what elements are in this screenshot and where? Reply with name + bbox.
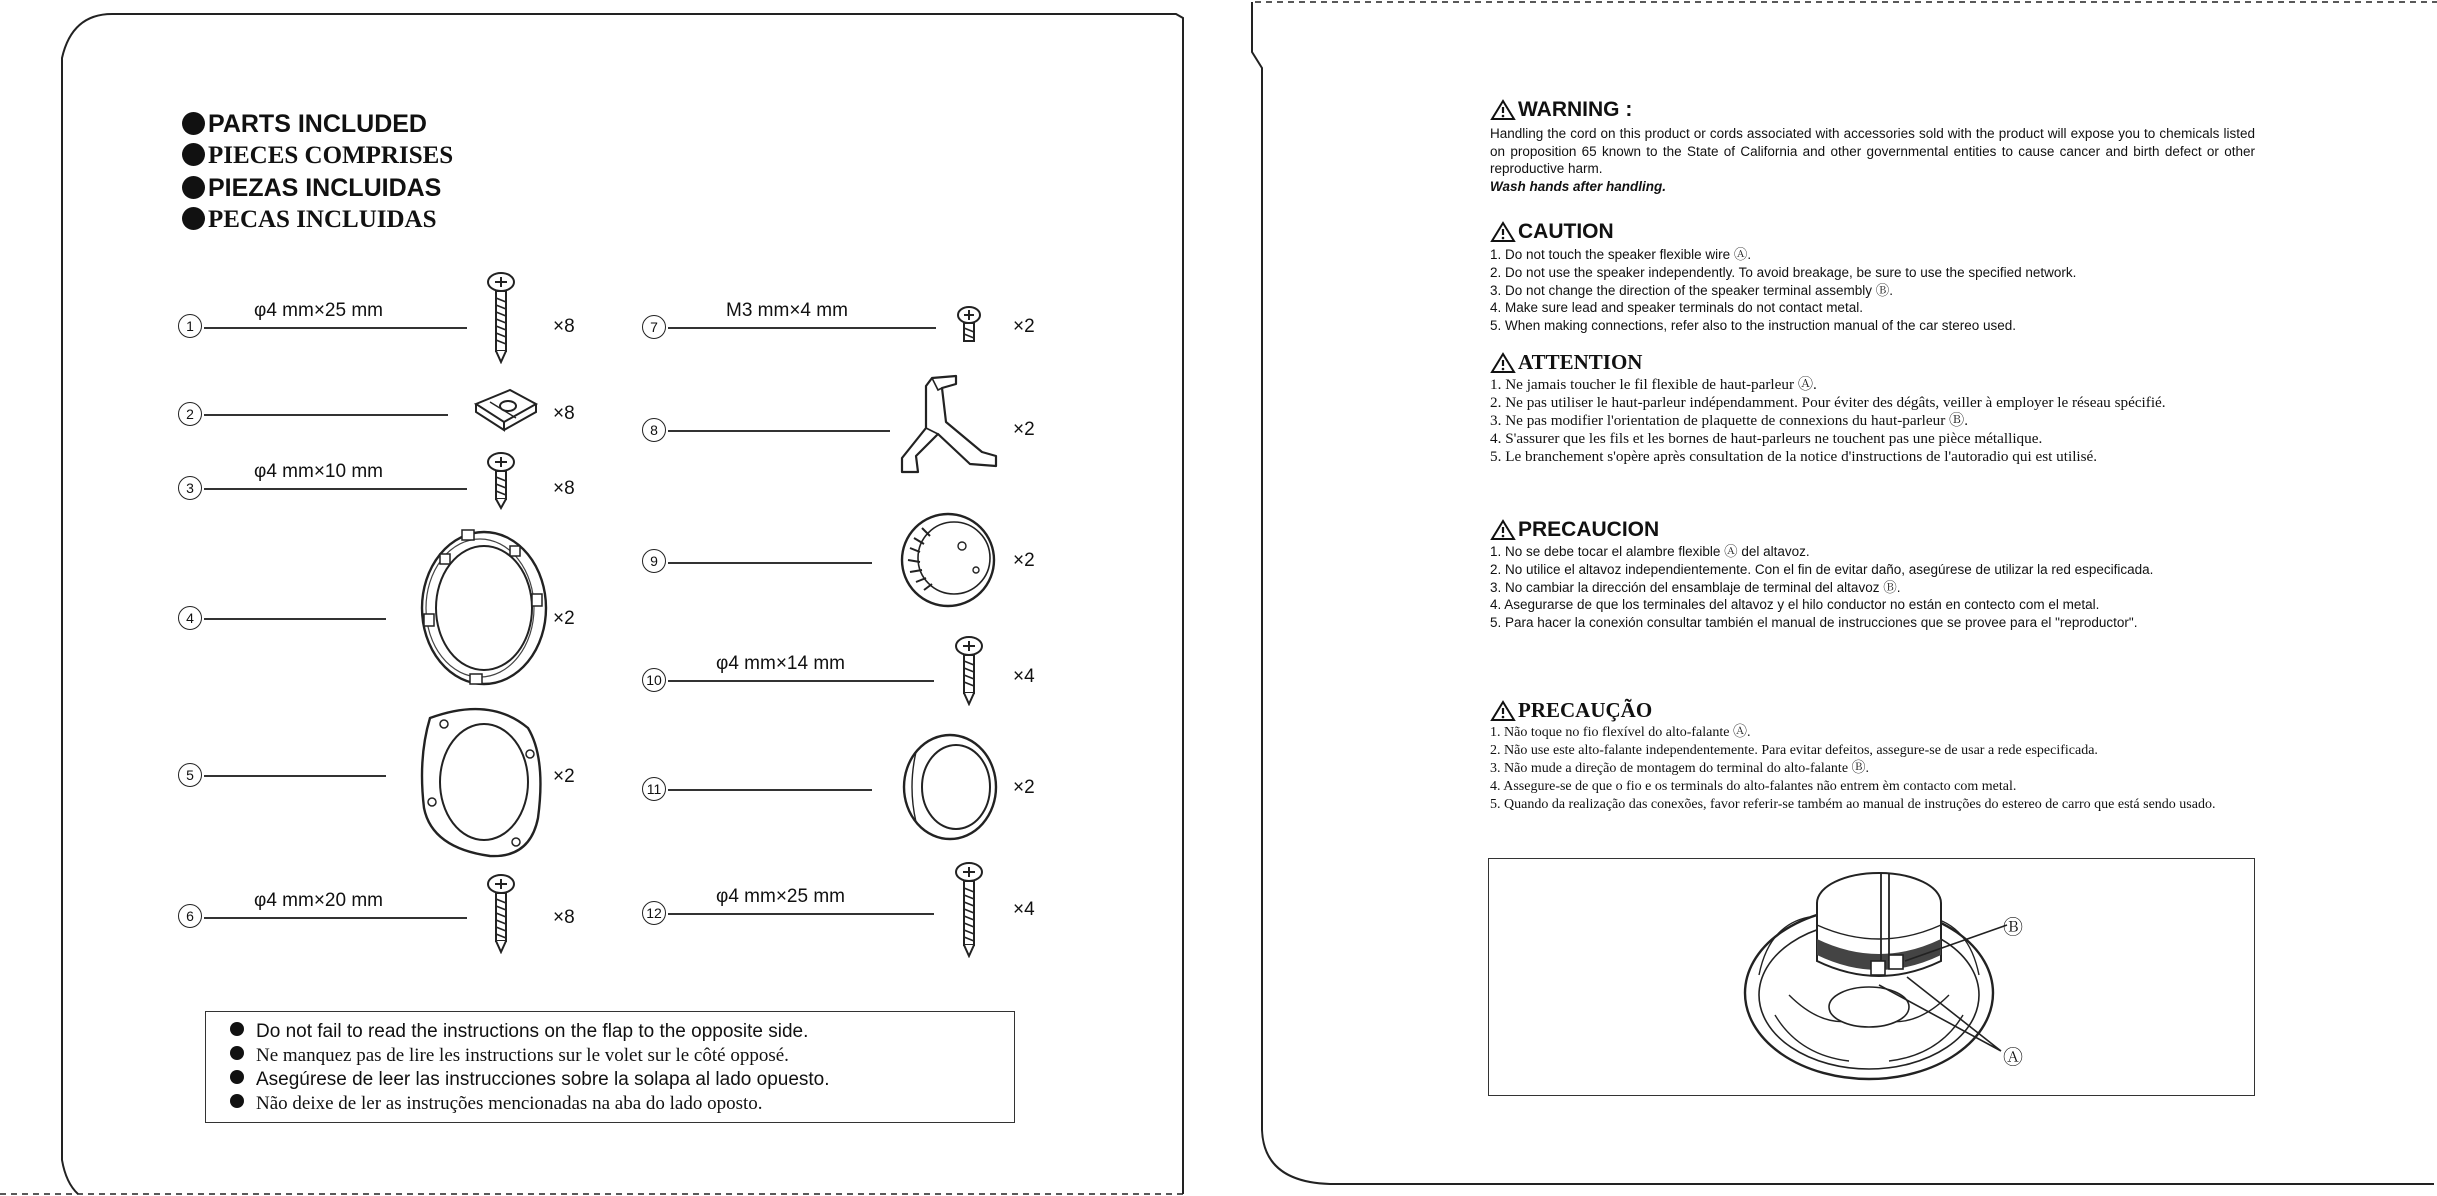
precaucion-item: 4. Asegurarse de que los terminales del altavoz y el hilo conductor no están en contecto com el metal. <box>1490 597 2100 613</box>
note-line: Ne manquez pas de lire les instructions sur le volet sur le côté opposé. <box>230 1044 1014 1068</box>
precaucion-item: 1. No se debe tocar el alambre flexible Ⓐ del altavoz. <box>1490 544 1810 559</box>
speaker-figure-box <box>1488 858 2255 1096</box>
caution-item: 5. When making connections, refer also to the instruction manual of the car stereo used. <box>1490 318 2017 334</box>
part-quantity: ×2 <box>553 766 575 787</box>
part-quantity: ×2 <box>1013 419 1035 440</box>
warning-section <box>1490 98 2255 195</box>
precaucao-section <box>1490 698 2255 814</box>
part-number: 9 <box>642 549 666 573</box>
part-number: 3 <box>178 476 202 500</box>
warning-body: Handling the cord on this product or cords associated with accessories sold with the product will expose you to chemicals listed on proposition 65 known to the State of California and other governmental entities to cause cancer and birth defect or other reproductive harm. <box>1490 126 2255 176</box>
warning-triangle-icon <box>1490 700 1516 722</box>
part-quantity: ×8 <box>553 403 575 424</box>
part-number: 2 <box>178 402 202 426</box>
leader-line <box>668 562 872 564</box>
precaucao-item: 4. Assegure-se de que o fio e os terminals do alto-falantes não entrem èm contacto com metal. <box>1490 779 2017 794</box>
leader-line <box>204 488 467 490</box>
tweeter-housing-icon <box>896 508 1000 612</box>
warning-triangle-icon <box>1490 352 1516 374</box>
leader-line <box>204 917 467 919</box>
leader-line <box>668 327 936 329</box>
part-quantity: ×2 <box>1013 316 1035 337</box>
part-number: 1 <box>178 314 202 338</box>
part-quantity: ×2 <box>1013 777 1035 798</box>
caution-item: 3. Do not change the direction of the speaker terminal assembly Ⓑ. <box>1490 282 1893 298</box>
part-dimension: φ4 mm×25 mm <box>254 300 383 321</box>
attention-item: 4. S'assurer que les fils et les bornes de haut-parleurs ne touchent pas une pièce métallique. <box>1490 430 2043 447</box>
caution-section <box>1490 220 2255 335</box>
mounting-ring-icon <box>410 524 552 688</box>
precaucao-title: PRECAUÇÃO <box>1490 698 2255 723</box>
leader-line <box>204 414 448 416</box>
note-line: Do not fail to read the instructions on the flap to the opposite side. <box>230 1020 1014 1044</box>
warning-triangle-icon <box>1490 519 1516 541</box>
leader-line <box>668 430 890 432</box>
warning-title: WARNING : <box>1490 98 2255 122</box>
clip-nut-icon <box>470 382 542 434</box>
caution-item: 1. Do not touch the speaker flexible wire Ⓐ. <box>1490 247 1752 262</box>
part-number: 4 <box>178 606 202 630</box>
precaucion-item: 2. No utilice el altavoz independientemente. Con el fin de evitar daño, asegúrese de utilizar la red especificada. <box>1490 561 2154 577</box>
screw-icon <box>954 862 984 958</box>
part-dimension: φ4 mm×25 mm <box>716 886 845 907</box>
label-b: Ⓑ <box>2003 917 2023 939</box>
part-quantity: ×4 <box>1013 899 1035 920</box>
precaucion-section <box>1490 518 2255 632</box>
precaucao-item: 5. Quando da realização das conexões, favor referir-se também ao manual de instruções do estereo de carro que está sendo usado. <box>1490 797 2216 812</box>
part-number: 10 <box>642 668 666 692</box>
precaucion-title: PRECAUCION <box>1490 518 2255 542</box>
attention-item: 1. Ne jamais toucher le fil flexible de haut-parleur Ⓐ. <box>1490 376 1817 393</box>
attention-item: 3. Ne pas modifier l'orientation de plaquette de connexions du haut-parleur Ⓑ. <box>1490 412 1969 429</box>
warning-triangle-icon <box>1490 221 1516 243</box>
part-quantity: ×8 <box>553 478 575 499</box>
heading-parts-included: PARTS INCLUDED <box>182 108 427 140</box>
caution-title: CAUTION <box>1490 220 2255 244</box>
attention-section <box>1490 350 2255 466</box>
label-a: Ⓐ <box>2003 1047 2023 1069</box>
part-dimension: φ4 mm×10 mm <box>254 461 383 482</box>
part-quantity: ×2 <box>553 608 575 629</box>
screw-icon <box>486 272 516 364</box>
part-number: 12 <box>642 901 666 925</box>
caution-item: 4. Make sure lead and speaker terminals do not contact metal. <box>1490 300 1863 316</box>
precaucao-item: 2. Não use este alto-falante independentemente. Para evitar defeitos, assegure-se de usar a rede especificada. <box>1490 743 2098 758</box>
speaker-illustration <box>1729 865 2029 1089</box>
leader-line <box>204 327 467 329</box>
part-dimension: M3 mm×4 mm <box>726 300 848 321</box>
opposite-side-note-box <box>205 1011 1015 1123</box>
tweeter-bracket-icon <box>896 372 1006 480</box>
part-number: 7 <box>642 315 666 339</box>
heading-pecas-incluidas: PECAS INCLUIDAS <box>182 204 437 236</box>
part-quantity: ×4 <box>1013 666 1035 687</box>
caution-item: 2. Do not use the speaker independently. To avoid breakage, be sure to use the specified network. <box>1490 264 2077 280</box>
leader-line <box>668 789 872 791</box>
precaucion-item: 5. Para hacer la conexión consultar también el manual de instrucciones que se provee para el "reproductor". <box>1490 615 2138 631</box>
attention-item: 5. Le branchement s'opère après consultation de la notice d'instructions de l'autoradio qui est utilisé. <box>1490 448 2098 465</box>
adapter-bracket-icon <box>410 698 550 862</box>
warning-emphasis: Wash hands after handling. <box>1490 178 1667 194</box>
heading-piezas-incluidas: PIEZAS INCLUIDAS <box>182 172 441 204</box>
part-dimension: φ4 mm×14 mm <box>716 653 845 674</box>
leader-line <box>668 680 934 682</box>
note-line: Asegúrese de leer las instrucciones sobre la solapa al lado opuesto. <box>230 1068 1014 1092</box>
precaucion-item: 3. No cambiar la dirección del ensamblaje de terminal del altavoz Ⓑ. <box>1490 579 1901 595</box>
part-number: 5 <box>178 763 202 787</box>
leader-line <box>204 775 386 777</box>
part-number: 11 <box>642 777 666 801</box>
screw-icon <box>486 452 516 510</box>
part-quantity: ×8 <box>553 907 575 928</box>
screw-icon <box>956 306 982 348</box>
precaucao-item: 1. Não toque no fio flexível do alto-falante Ⓐ. <box>1490 725 1751 740</box>
attention-item: 2. Ne pas utiliser le haut-parleur indépendamment. Pour éviter des dégâts, veiller à employer le réseau spécifié. <box>1490 394 2166 411</box>
precaucao-item: 3. Não mude a direção de montagem do terminal do alto-falante Ⓑ. <box>1490 761 1870 776</box>
leader-line <box>204 618 386 620</box>
screw-icon <box>954 636 984 706</box>
attention-title: ATTENTION <box>1490 350 2255 375</box>
tweeter-cup-icon <box>896 730 1000 844</box>
note-line: Não deixe de ler as instruções mencionadas na aba do lado oposto. <box>230 1092 1014 1116</box>
screw-icon <box>486 874 516 954</box>
leader-line <box>668 913 934 915</box>
warning-triangle-icon <box>1490 99 1516 121</box>
heading-pieces-comprises: PIECES COMPRISES <box>182 140 453 172</box>
part-number: 6 <box>178 904 202 928</box>
part-dimension: φ4 mm×20 mm <box>254 890 383 911</box>
part-number: 8 <box>642 418 666 442</box>
part-quantity: ×8 <box>553 316 575 337</box>
part-quantity: ×2 <box>1013 550 1035 571</box>
